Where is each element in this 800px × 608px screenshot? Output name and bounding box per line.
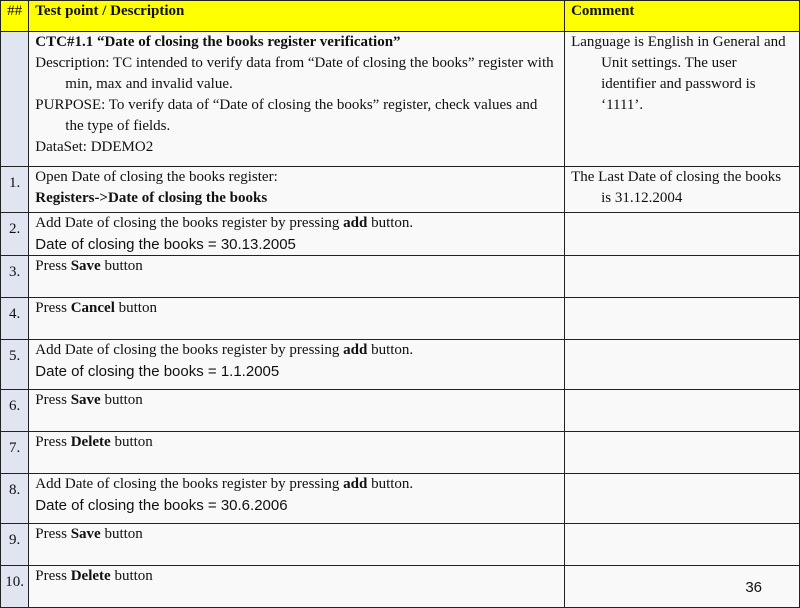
step-number: 8.: [1, 474, 29, 524]
table-row: [1, 566, 800, 608]
step-description: Add Date of closing the books register by pressing add button. Date of closing the books = 1.1.2005: [29, 340, 565, 390]
step-comment: [565, 340, 800, 390]
intro-row: [1, 32, 800, 167]
step-description: Open Date of closing the books register: Registers->Date of closing the books: [29, 167, 565, 213]
header-description: Test point / Description: [29, 1, 565, 32]
step-description: Press Save button: [29, 524, 565, 566]
table-row: [1, 256, 800, 298]
step-description: Press Save button: [29, 256, 565, 298]
step-description: Press Save button: [29, 390, 565, 432]
table-row: [1, 340, 800, 390]
table-row: [1, 390, 800, 432]
step-number: 3.: [1, 256, 29, 298]
step-description: Press Cancel button: [29, 298, 565, 340]
step-number: 4.: [1, 298, 29, 340]
step-number: 9.: [1, 524, 29, 566]
table-row: [1, 167, 800, 213]
intro-description-cell: [29, 32, 565, 167]
step-comment: [565, 256, 800, 298]
page-number: 36: [745, 579, 762, 596]
step-comment: [565, 566, 800, 608]
table-row: [1, 213, 800, 256]
header-comment: Comment: [565, 1, 800, 32]
intro-description: Description: TC intended to verify data from “Date of closing the books” register with min, max and invalid value.: [35, 55, 554, 92]
step-comment: [565, 524, 800, 566]
table-row: [1, 524, 800, 566]
step-comment: [565, 432, 800, 474]
step-description: Add Date of closing the books register by pressing add button. Date of closing the books = 30.13.2005: [29, 213, 565, 256]
step-value: Date of closing the books = 30.13.2005: [35, 236, 296, 253]
table-row: [1, 298, 800, 340]
step-comment: The Last Date of closing the books is 31.12.2004: [565, 167, 800, 213]
step-rows: [1, 167, 800, 608]
intro-dataset: DataSet: DDEMO2: [35, 139, 154, 155]
intro-purpose: PURPOSE: To verify data of “Date of closing the books” register, check values and the type of fields.: [35, 97, 538, 134]
step-value: Date of closing the books = 1.1.2005: [35, 363, 280, 380]
step-number: 10.: [1, 566, 29, 608]
step-comment: [565, 390, 800, 432]
intro-comment-cell: [565, 32, 800, 167]
step-comment: [565, 213, 800, 256]
step-number: 7.: [1, 432, 29, 474]
step-value: Date of closing the books = 30.6.2006: [35, 497, 288, 514]
step-comment: [565, 298, 800, 340]
step-number: 2.: [1, 213, 29, 256]
table-row: [1, 432, 800, 474]
step-description: Add Date of closing the books register by pressing add button. Date of closing the books = 30.6.2006: [29, 474, 565, 524]
step-number: 5.: [1, 340, 29, 390]
intro-comment: Language is English in General and Unit settings. The user identifier and password is ‘1111’.: [571, 34, 786, 113]
step-description: Press Delete button: [29, 432, 565, 474]
step-description: Press Delete button: [29, 566, 565, 608]
step-number: 6.: [1, 390, 29, 432]
table-row: [1, 474, 800, 524]
header-num: ##: [1, 1, 29, 32]
intro-title: CTC#1.1 “Date of closing the books register verification”: [35, 34, 401, 50]
step-comment: [565, 474, 800, 524]
step-number: 1.: [1, 167, 29, 213]
intro-num-cell: [1, 32, 29, 167]
header-row: [1, 1, 800, 32]
